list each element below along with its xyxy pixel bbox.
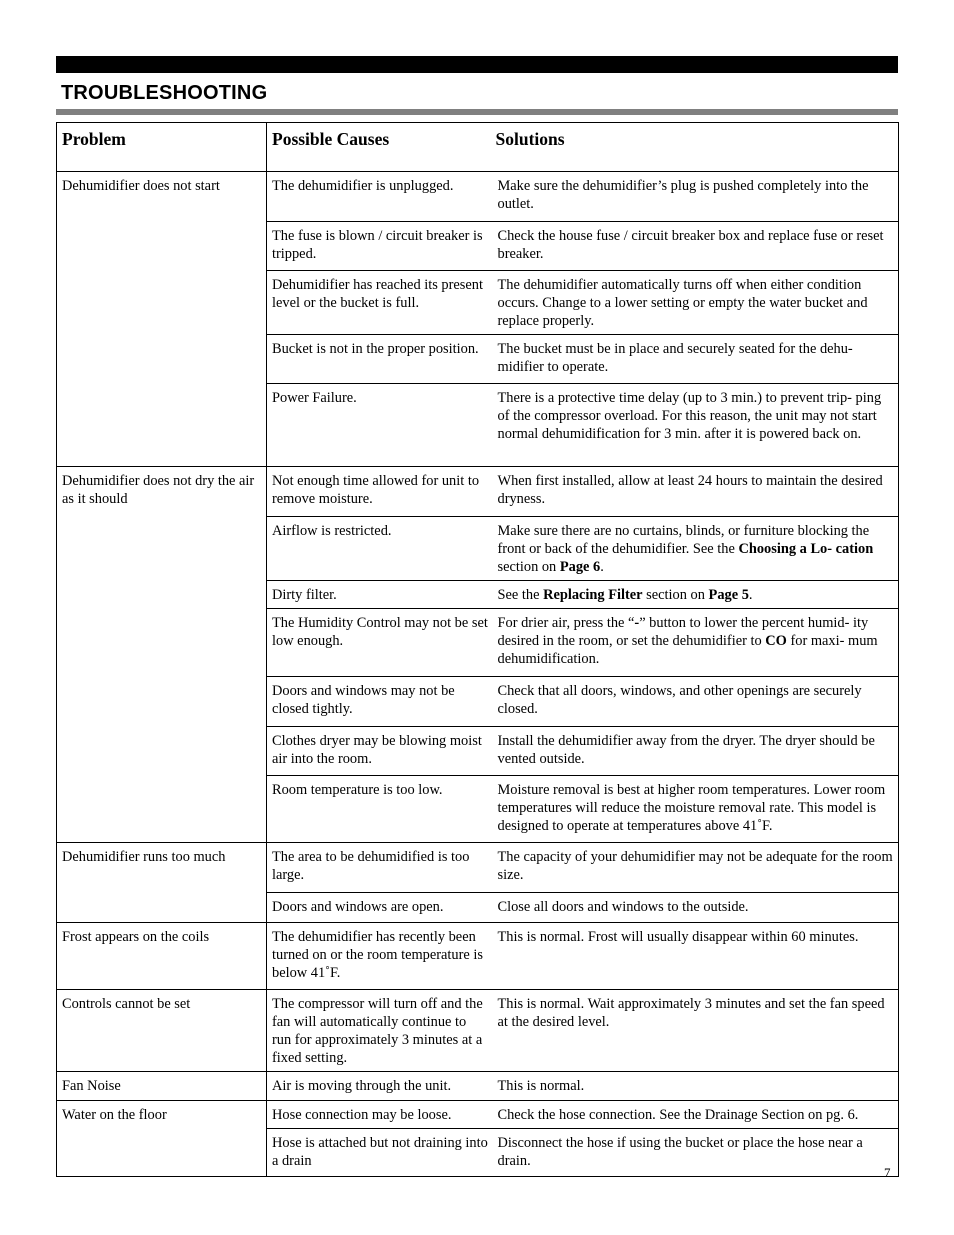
solution-text: See the bbox=[497, 587, 544, 603]
cause-cell: The Humidity Control may not be set low enough. bbox=[267, 609, 491, 677]
cause-cell: Not enough time allowed for unit to remove moisture. bbox=[267, 467, 491, 517]
solution-cell: There is a protective time delay (up to 3 min.) to prevent trip- ping of the compressor overload. For this reason, the unit may not start normal dehumidification for 3 min. after it is powered back on. bbox=[491, 384, 899, 467]
table-row bbox=[57, 1072, 899, 1101]
problem-cell: Dehumidifier does not start bbox=[57, 172, 267, 467]
table-row bbox=[57, 990, 899, 1072]
page-heading: TROUBLESHOOTING bbox=[61, 82, 268, 104]
table-row bbox=[57, 172, 899, 222]
cause-cell: Clothes dryer may be blowing moist air into the room. bbox=[267, 727, 491, 776]
table-header-row bbox=[57, 123, 899, 172]
header-causes: Possible Causes bbox=[267, 123, 491, 172]
page-reference: Page 5 bbox=[708, 587, 749, 603]
solution-text: For drier air, press the “ bbox=[497, 615, 635, 631]
table-row bbox=[57, 1101, 899, 1129]
solution-cell: Make sure the dehumidifier’s plug is pushed completely into the outlet. bbox=[491, 172, 899, 222]
cause-cell: Dehumidifier has reached its present level or the bucket is full. bbox=[267, 271, 491, 335]
cause-cell: Doors and windows may not be closed tightly. bbox=[267, 677, 491, 727]
solution-cell: This is normal. bbox=[491, 1072, 899, 1101]
solution-text: . bbox=[748, 587, 753, 603]
solution-text: . bbox=[600, 559, 604, 575]
solution-cell bbox=[491, 517, 899, 581]
cause-cell: The area to be dehumidified is too large. bbox=[267, 843, 491, 893]
solution-cell: Moisture removal is best at higher room temperatures. Lower room temperatures will reduce the moisture removal rate. This model is designed to operate at temperatures above 41˚F. bbox=[491, 776, 899, 843]
solution-cell: Check the hose connection. See the Drainage Section on pg. 6. bbox=[491, 1101, 899, 1129]
cause-cell: The dehumidifier is unplugged. bbox=[267, 172, 491, 222]
solution-cell: When first installed, allow at least 24 hours to maintain the desired dryness. bbox=[491, 467, 899, 517]
solution-cell: The bucket must be in place and securely seated for the dehu- midifier to operate. bbox=[491, 335, 899, 384]
cause-cell: Hose is attached but not draining into a drain bbox=[267, 1129, 491, 1177]
solution-cell: This is normal. Wait approximately 3 minutes and set the fan speed at the desired level. bbox=[491, 990, 899, 1072]
header-solutions: Solutions bbox=[491, 123, 899, 172]
troubleshooting-table bbox=[56, 122, 899, 1177]
solution-cell: Disconnect the hose if using the bucket or place the hose near a drain. bbox=[491, 1129, 899, 1177]
cause-cell: Air is moving through the unit. bbox=[267, 1072, 491, 1101]
cause-cell: Hose connection may be loose. bbox=[267, 1101, 491, 1129]
solution-text: section on bbox=[642, 587, 709, 603]
heading-rule bbox=[56, 109, 898, 115]
solution-cell: Check the house fuse / circuit breaker box and replace fuse or reset breaker. bbox=[491, 222, 899, 271]
solution-cell: Install the dehumidifier away from the dryer. The dryer should be vented outside. bbox=[491, 727, 899, 776]
header-problem: Problem bbox=[57, 123, 267, 172]
page-number: 7 bbox=[884, 1165, 891, 1180]
cause-cell: Room temperature is too low. bbox=[267, 776, 491, 843]
solution-text: ” button to lower the percent humid- ity desired in the room, or set the dehumidifier to bbox=[497, 615, 869, 649]
solution-cell: The dehumidifier automatically turns off when either condition occurs. Change to a lower setting or empty the water bucket and replace properly. bbox=[491, 271, 899, 335]
solution-text: section on bbox=[497, 559, 560, 575]
problem-cell: Fan Noise bbox=[57, 1072, 267, 1101]
section-reference: Choosing a Lo- cation bbox=[738, 541, 874, 557]
problem-cell: Dehumidifier runs too much bbox=[57, 843, 267, 923]
top-black-bar bbox=[56, 56, 898, 73]
co-setting-label: CO bbox=[765, 633, 787, 649]
problem-cell: Water on the floor bbox=[57, 1101, 267, 1177]
solution-cell bbox=[491, 609, 899, 677]
solution-cell: The capacity of your dehumidifier may not be adequate for the room size. bbox=[491, 843, 899, 893]
cause-cell: Airflow is restricted. bbox=[267, 517, 491, 581]
page-reference: Page 6 bbox=[559, 559, 601, 575]
solution-cell: This is normal. Frost will usually disappear within 60 minutes. bbox=[491, 923, 899, 990]
solution-cell bbox=[491, 581, 899, 609]
section-reference: Replacing Filter bbox=[543, 587, 643, 603]
cause-cell: The dehumidifier has recently been turned on or the room temperature is below 41˚F. bbox=[267, 923, 491, 990]
solution-text: Make sure there are no curtains, blinds, or furniture blocking the front or back of the dehumidifier. See the bbox=[497, 523, 870, 557]
solution-cell: Close all doors and windows to the outside. bbox=[491, 893, 899, 923]
cause-cell: The compressor will turn off and the fan will automatically continue to run for approximately 3 minutes at a fixed setting. bbox=[267, 990, 491, 1072]
solution-text: for maxi- mum dehumidification. bbox=[497, 633, 878, 667]
table-row bbox=[57, 843, 899, 893]
cause-cell: Power Failure. bbox=[267, 384, 491, 467]
cause-cell: Bucket is not in the proper position. bbox=[267, 335, 491, 384]
problem-cell: Dehumidifier does not dry the air as it should bbox=[57, 467, 267, 843]
table-row bbox=[57, 923, 899, 990]
minus-button-label: - bbox=[634, 615, 640, 631]
table-row bbox=[57, 467, 899, 517]
cause-cell: Doors and windows are open. bbox=[267, 893, 491, 923]
cause-cell: Dirty filter. bbox=[267, 581, 491, 609]
problem-cell: Frost appears on the coils bbox=[57, 923, 267, 990]
cause-cell: The fuse is blown / circuit breaker is tripped. bbox=[267, 222, 491, 271]
solution-cell: Check that all doors, windows, and other openings are securely closed. bbox=[491, 677, 899, 727]
problem-cell: Controls cannot be set bbox=[57, 990, 267, 1072]
